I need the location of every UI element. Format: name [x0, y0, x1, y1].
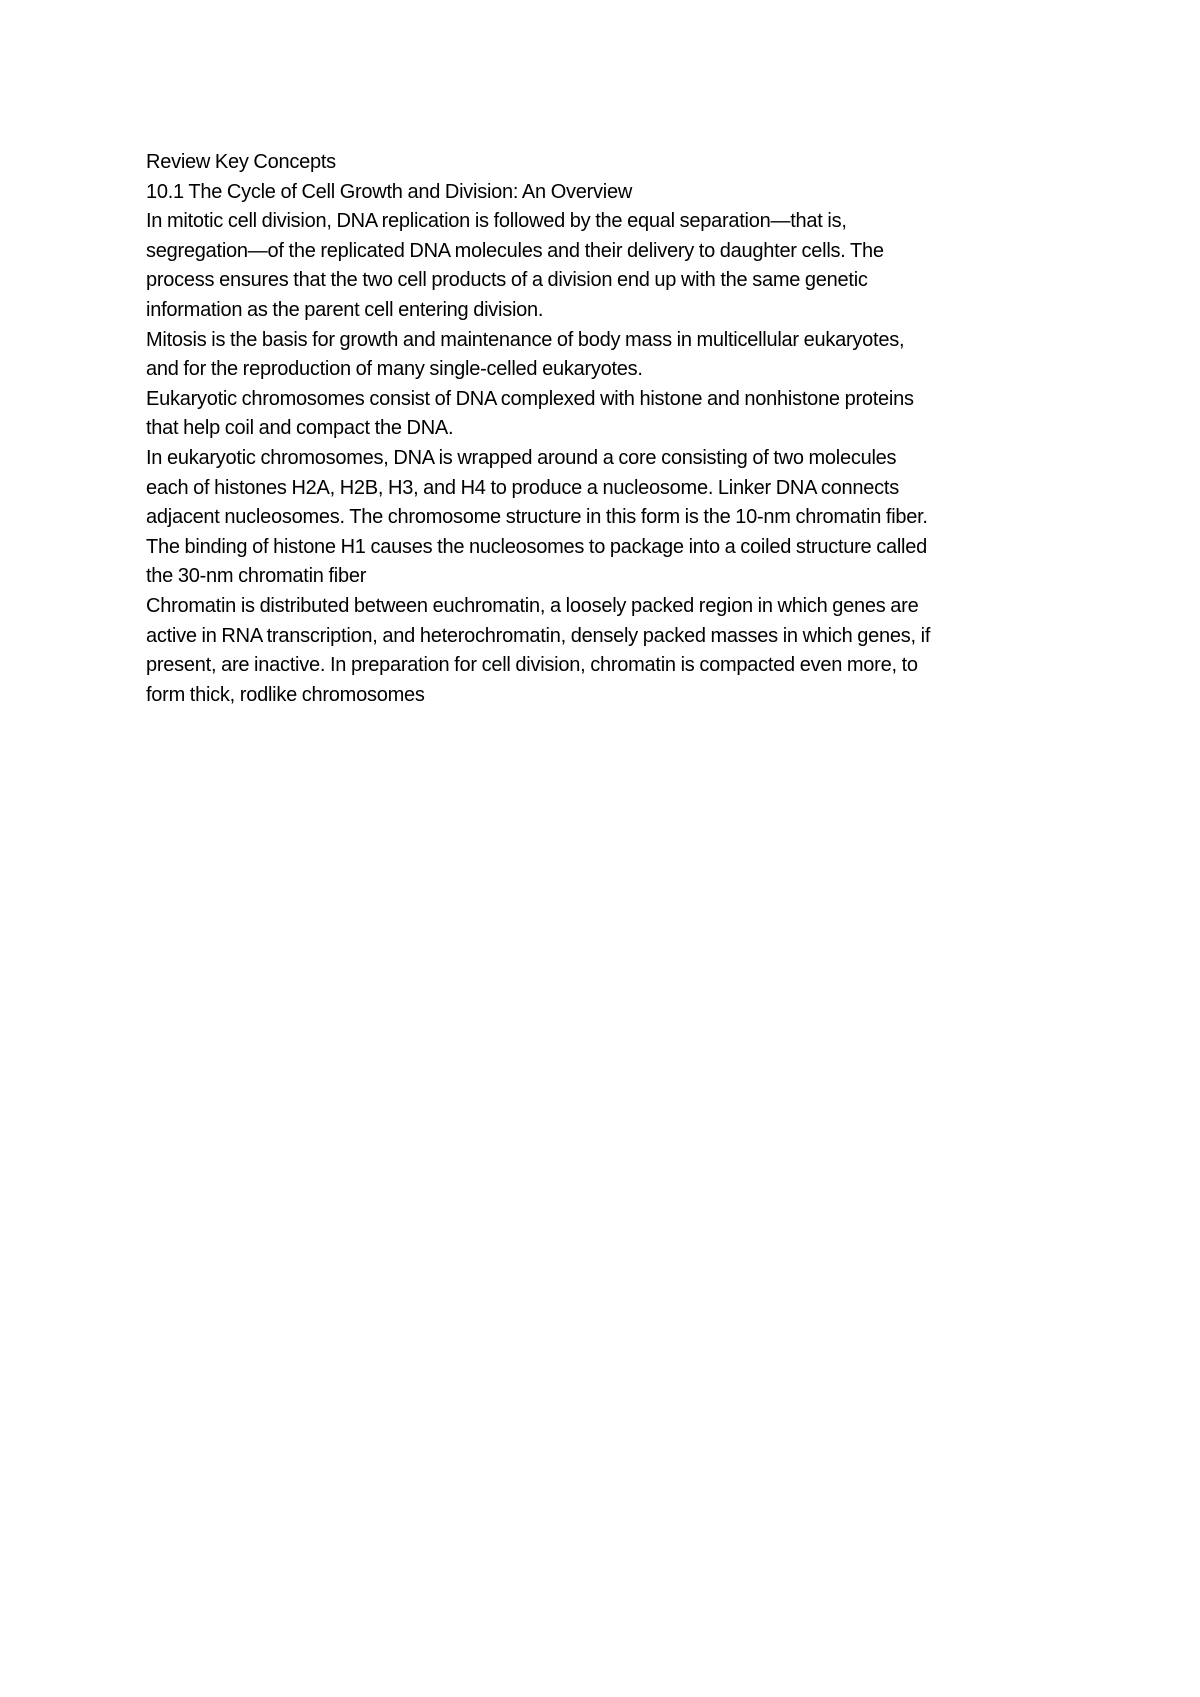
text-line: information as the parent cell entering division.: [146, 298, 544, 321]
section-heading: 10.1 The Cycle of Cell Growth and Division: An Overview: [146, 180, 633, 203]
text-line: Mitosis is the basis for growth and maintenance of body mass in multicellular eukaryotes,: [146, 328, 905, 351]
text-line: active in RNA transcription, and heterochromatin, densely packed masses in which genes, if: [146, 624, 931, 647]
text-line: that help coil and compact the DNA.: [146, 417, 454, 440]
text-line: segregation—of the replicated DNA molecules and their delivery to daughter cells. The: [146, 239, 884, 262]
text-line: The binding of histone H1 causes the nucleosomes to package into a coiled structure called: [146, 535, 927, 558]
text-line: and for the reproduction of many single-celled eukaryotes.: [146, 358, 643, 381]
document-body: [146, 148, 1076, 710]
heading-review-key-concepts: Review Key Concepts: [146, 151, 336, 173]
text-line: In eukaryotic chromosomes, DNA is wrapped around a core consisting of two molecules: [146, 446, 897, 469]
text-line: form thick, rodlike chromosomes: [146, 683, 425, 706]
text-line: present, are inactive. In preparation for cell division, chromatin is compacted even more, to: [146, 654, 918, 677]
text-line: Chromatin is distributed between euchromatin, a loosely packed region in which genes are: [146, 594, 919, 617]
text-line: Eukaryotic chromosomes consist of DNA complexed with histone and nonhistone proteins: [146, 387, 914, 410]
text-line: each of histones H2A, H2B, H3, and H4 to produce a nucleosome. Linker DNA connects: [146, 476, 899, 499]
text-line: In mitotic cell division, DNA replication is followed by the equal separation—that is,: [146, 210, 847, 233]
text-line: process ensures that the two cell products of a division end up with the same genetic: [146, 269, 868, 292]
text-line: the 30-nm chromatin fiber: [146, 565, 367, 588]
text-line: adjacent nucleosomes. The chromosome structure in this form is the 10-nm chromatin fiber.: [146, 506, 928, 529]
